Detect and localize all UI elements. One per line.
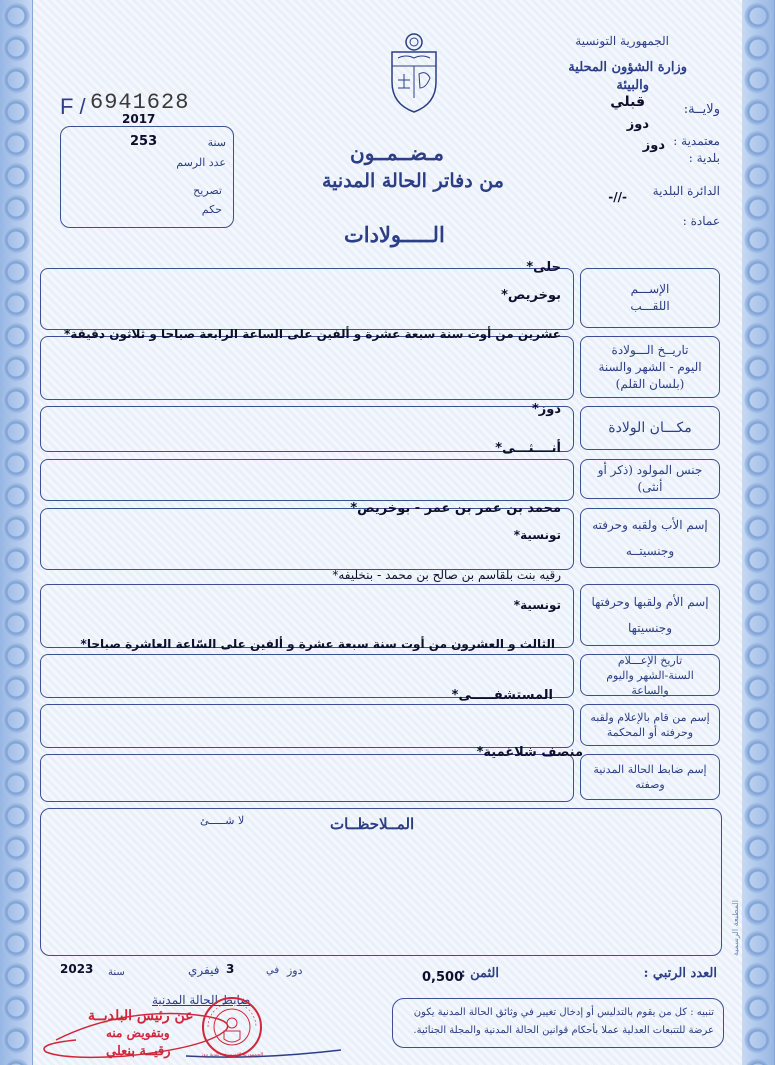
official-round-stamp: [200, 995, 264, 1059]
wilaya-label: ولايــة:: [683, 102, 720, 117]
officer-label-box: [580, 754, 720, 800]
declarant-label: إسم من قام بالإعلام ولقبه وحرفته أو المحكمة: [590, 711, 710, 739]
birth-place-label: مكـــان الولادة: [608, 419, 692, 436]
birth-place-value-box: [40, 406, 574, 452]
declaration-date-label: تاريخ الإعـــلام السنة-الشهر واليوم والساعة: [606, 653, 694, 697]
document-title: مـضــمــون: [350, 141, 444, 165]
ministry-header: وزارة الشؤون المحلية: [568, 60, 687, 75]
officer-value: منصف شلاغمية*: [476, 745, 583, 760]
name-label: الإســـم اللقـــب: [630, 282, 670, 313]
daira-value: -//-: [608, 190, 627, 204]
baladia-value: دوز: [642, 138, 665, 153]
right-decorative-border: [742, 0, 775, 1065]
registry-year-label: سنة: [207, 136, 226, 149]
mother-label-box: [580, 584, 720, 646]
price-label: الثمن :: [460, 966, 499, 981]
remarks-label: المــلاحظــات: [330, 815, 415, 833]
stamp-line-3: رقيــة بنعلي: [106, 1044, 171, 1059]
serial-label: العدد الرتبي :: [643, 966, 717, 981]
ministry-header-line2: والبيئة: [616, 78, 649, 93]
father-label-box: [580, 508, 720, 568]
father-label: إسم الأب ولقبه وحرفته وجنسيتــه: [592, 518, 708, 558]
date-place: دوز: [287, 964, 303, 977]
imada-label: عمادة :: [682, 214, 720, 228]
birth-place-value: دوز*: [531, 402, 561, 417]
date-year-value: 2023: [60, 962, 94, 976]
section-title: الـــــولادات: [344, 222, 445, 247]
gender-value: أنــــثـــى*: [495, 441, 561, 456]
birth-place-label-box: [580, 406, 720, 450]
name-value-box: [40, 268, 574, 330]
round-stamp-text: الجمهورية التونسية - بلدية دوز: [200, 1052, 264, 1058]
mother-value: رقيه بنت بلقاسم بن صالح بن محمد - بنخليفه*: [332, 568, 561, 582]
motamadia-label: معتمدية :: [673, 134, 720, 148]
father-value: محمد بن عمر بن عمر - بوخريص*: [350, 501, 561, 516]
date-year-label: سنة: [108, 967, 125, 978]
document-subtitle: من دفاتر الحالة المدنية: [322, 170, 504, 192]
daira-label: الدائرة البلدية: [652, 184, 720, 198]
registry-judgment-label: حكم: [201, 203, 222, 216]
officer-value-box: [40, 754, 574, 802]
notice-text: تنبيه : كل من يقوم بالتدليس أو إدخال تغيير في وثائق الحالة المدنية يكون عرضة للتتبعات العدلية عملا بأحكام قوانين الحالة المدنية والمجلة الجنائية.: [413, 1007, 714, 1036]
tunisia-coat-of-arms-icon: [386, 32, 442, 114]
declarant-label-box: [580, 704, 720, 746]
registry-declaration-label: تصريح: [193, 184, 222, 197]
birth-date-label-box: [580, 336, 720, 398]
declaration-date-label-box: [580, 654, 720, 696]
declaration-date-value: الثالث و العشرون من أوت سنة سبعة عشرة و ألفين على السّاعة العاشرة صباحا*: [80, 637, 555, 651]
motamadia-value: دوز: [626, 117, 649, 132]
registry-number-value: 253: [130, 134, 158, 149]
registry-number-label: عدد الرسم: [176, 156, 226, 169]
registry-year-value: 2017: [122, 112, 156, 126]
left-decorative-border: [0, 0, 33, 1065]
stamp-line-2: وبتفويض منه: [106, 1026, 170, 1040]
father-value-box: [40, 508, 574, 570]
gender-label: جنس المولود (ذكر أو أنثى): [597, 463, 703, 494]
birth-date-value-box: [40, 336, 574, 400]
gender-label-box: [580, 459, 720, 499]
date-in: في: [266, 965, 280, 976]
surname-value: بوخريص*: [501, 288, 561, 303]
side-print-text: المطبعة الرسمية: [731, 900, 740, 957]
date-day: 3: [226, 962, 235, 976]
birth-date-label: تاريــخ الـــولادة اليوم - الشهر والسنة (بلسان القلم): [598, 342, 702, 391]
declarant-value: المستشفـــــى*: [451, 688, 553, 703]
baladia-label: بلدية :: [688, 151, 720, 165]
price-value: 0,500: [422, 970, 464, 985]
officer-label: إسم ضابط الحالة المدنية وصفته: [593, 763, 707, 791]
mother-label: إسم الأم ولقبها وحرفتها وجنسيتها: [591, 595, 709, 635]
father-nationality-value: تونسية*: [513, 528, 561, 542]
serial-number: 6941628: [90, 90, 190, 115]
signature-stroke: [36, 1000, 356, 1062]
serial-prefix: F /: [60, 94, 86, 119]
name-label-box: [580, 268, 720, 328]
officer-signature-label: ضابط الحالة المدنية: [152, 993, 251, 1007]
wilaya-value: قبلي: [610, 94, 645, 110]
stamp-line-1: عن رئيس البلديــة: [88, 1008, 194, 1024]
gender-value-box: [40, 459, 574, 501]
first-name-value: حلى*: [526, 260, 561, 275]
declarant-value-box: [40, 704, 574, 748]
remarks-value: لا شـــــئ: [200, 814, 245, 827]
birth-date-value: عشرين من أوت سنة سبعة عشرة و ألفين على الساعة الرابعة صباحا و ثلاثون دقيقة*: [63, 327, 561, 341]
date-month: فيفري: [188, 963, 220, 977]
mother-nationality-value: تونسية*: [513, 598, 561, 612]
republic-header: الجمهورية التونسية: [575, 34, 669, 48]
